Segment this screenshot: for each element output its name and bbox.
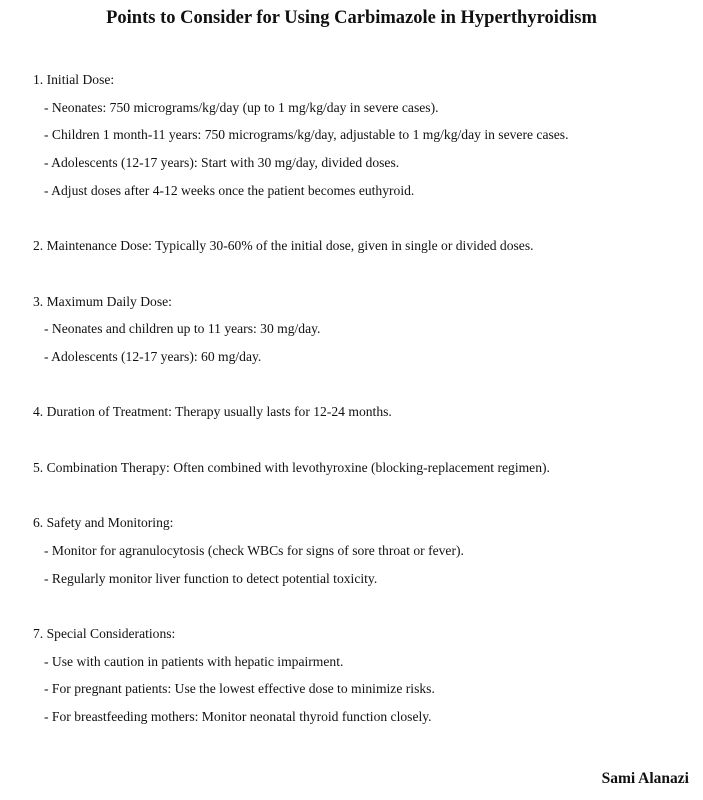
- section-maximum-daily-dose: [33, 288, 693, 371]
- section-heading: 3. Maximum Daily Dose:: [33, 293, 172, 309]
- list-item: - Regularly monitor liver function to detect potential toxicity.: [44, 570, 378, 586]
- list-item: - Children 1 month-11 years: 750 micrograms/kg/day, adjustable to 1 mg/kg/day in severe cases.: [44, 127, 569, 143]
- page-title: Points to Consider for Using Carbimazole in Hyperthyroidism: [106, 8, 597, 28]
- section-heading: 1. Initial Dose:: [33, 72, 115, 87]
- document-body: [33, 66, 693, 758]
- section-special-considerations: [33, 620, 693, 731]
- section-safety-monitoring: [33, 509, 693, 592]
- list-item: - Adolescents (12-17 years): Start with 30 mg/day, divided doses.: [44, 155, 400, 171]
- section-initial-dose: [33, 66, 693, 205]
- section-heading: 4. Duration of Treatment: Therapy usually lasts for 12-24 months.: [33, 404, 392, 420]
- list-item: - For pregnant patients: Use the lowest effective dose to minimize risks.: [44, 681, 435, 697]
- section-heading: 5. Combination Therapy: Often combined with levothyroxine (blocking-replacement regimen).: [33, 459, 550, 475]
- list-item: - Neonates: 750 micrograms/kg/day (up to 1 mg/kg/day in severe cases).: [44, 99, 439, 115]
- list-item: - Neonates and children up to 11 years: 30 mg/day.: [44, 321, 321, 337]
- list-item: - Monitor for agranulocytosis (check WBCs for signs of sore throat or fever).: [44, 542, 464, 558]
- author-name: Sami Alanazi: [601, 770, 689, 787]
- list-item: - Adjust doses after 4-12 weeks once the patient becomes euthyroid.: [44, 182, 415, 198]
- list-item: - For breastfeeding mothers: Monitor neonatal thyroid function closely.: [44, 709, 432, 725]
- list-item: - Adolescents (12-17 years): 60 mg/day.: [44, 349, 262, 364]
- section-heading: 2. Maintenance Dose: Typically 30-60% of the initial dose, given in single or divided doses.: [33, 238, 534, 254]
- section-duration-of-treatment: [33, 398, 693, 426]
- section-combination-therapy: [33, 454, 693, 482]
- section-heading: 6. Safety and Monitoring:: [33, 515, 174, 531]
- section-heading: 7. Special Considerations:: [33, 625, 176, 641]
- section-maintenance-dose: [33, 232, 693, 260]
- list-item: - Use with caution in patients with hepatic impairment.: [44, 653, 344, 669]
